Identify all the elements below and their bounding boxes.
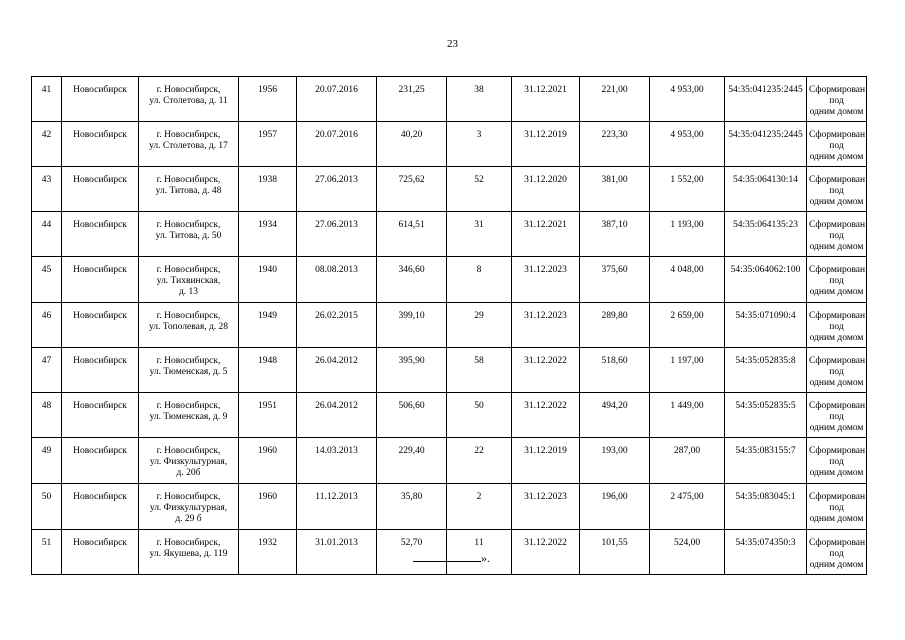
- table-row: [32, 257, 867, 303]
- cell-cadastral-number: 54:35:064130:14: [725, 167, 807, 212]
- cell-area: 399,10: [377, 303, 447, 348]
- cell-city: Новосибирск: [62, 77, 139, 122]
- cell-address-line: д. 13: [178, 287, 199, 297]
- cell-city: Новосибирск: [62, 530, 139, 575]
- cell-address: [139, 393, 239, 438]
- cell-city: Новосибирск: [62, 348, 139, 393]
- table-row: [32, 167, 867, 212]
- cell-plot-area: 1 552,00: [650, 167, 725, 212]
- cell-row-number: 50: [32, 484, 62, 530]
- cell-address-line: ул. Якушева, д. 119: [149, 549, 228, 559]
- cell-status-line: Сформирован под: [809, 220, 866, 241]
- cell-area: 231,25: [377, 77, 447, 122]
- cell-recognition-date: 26.04.2012: [297, 348, 377, 393]
- cell-plot-area: 4 953,00: [650, 77, 725, 122]
- cell-land-area: 223,30: [580, 122, 650, 167]
- cell-status-line: одним домом: [809, 514, 864, 524]
- cell-city: Новосибирск: [62, 122, 139, 167]
- table-row: [32, 348, 867, 393]
- cell-residents: 2: [447, 484, 512, 530]
- cell-plot-area: 1 449,00: [650, 393, 725, 438]
- cell-cadastral-number: 54:35:052835:5: [725, 393, 807, 438]
- cell-row-number: 48: [32, 393, 62, 438]
- cell-status-line: одним домом: [809, 468, 864, 478]
- cell-residents: 11: [447, 530, 512, 575]
- cell-recognition-date: 11.12.2013: [297, 484, 377, 530]
- cell-year-built: 1932: [239, 530, 297, 575]
- cell-address-line: г. Новосибирск,: [156, 401, 221, 411]
- cell-address-line: ул. Столетова, д. 11: [149, 96, 228, 106]
- cell-cadastral-number: 54:35:071090:4: [725, 303, 807, 348]
- cell-deadline: 31.12.2022: [512, 530, 580, 575]
- cell-status-line: Сформирован под: [809, 265, 866, 286]
- cell-plot-area: 2 659,00: [650, 303, 725, 348]
- cell-row-number: 46: [32, 303, 62, 348]
- cell-row-number: 47: [32, 348, 62, 393]
- cell-address-line: ул. Тихвинская,: [156, 276, 221, 286]
- cell-recognition-date: 31.01.2013: [297, 530, 377, 575]
- cell-cadastral-number: 54:35:041235:2445: [725, 77, 807, 122]
- cell-address-line: г. Новосибирск,: [156, 538, 221, 548]
- cell-year-built: 1960: [239, 438, 297, 484]
- cell-status: [807, 393, 867, 438]
- cell-plot-area: 4 953,00: [650, 122, 725, 167]
- cell-area: 725,62: [377, 167, 447, 212]
- cell-address-line: ул. Тюменская, д. 9: [149, 412, 228, 422]
- cell-address-line: ул. Физкультурная,: [149, 503, 228, 513]
- cell-residents: 31: [447, 212, 512, 257]
- cell-status: [807, 212, 867, 257]
- cell-status-line: Сформирован под: [809, 175, 866, 196]
- cell-recognition-date: 20.07.2016: [297, 77, 377, 122]
- cell-recognition-date: 20.07.2016: [297, 122, 377, 167]
- cell-status: [807, 257, 867, 303]
- cell-address-line: г. Новосибирск,: [156, 175, 221, 185]
- cell-recognition-date: 26.02.2015: [297, 303, 377, 348]
- cell-row-number: 43: [32, 167, 62, 212]
- cell-address-line: г. Новосибирск,: [156, 492, 221, 502]
- cell-cadastral-number: 54:35:083155:7: [725, 438, 807, 484]
- cell-address-line: ул. Титова, д. 48: [155, 186, 222, 196]
- cell-land-area: 387,10: [580, 212, 650, 257]
- table-row: [32, 77, 867, 122]
- cell-row-number: 49: [32, 438, 62, 484]
- cell-year-built: 1956: [239, 77, 297, 122]
- cell-deadline: 31.12.2019: [512, 438, 580, 484]
- cell-deadline: 31.12.2023: [512, 484, 580, 530]
- cell-land-area: 289,80: [580, 303, 650, 348]
- cell-status: [807, 484, 867, 530]
- cell-residents: 3: [447, 122, 512, 167]
- cell-row-number: 44: [32, 212, 62, 257]
- cell-status: [807, 77, 867, 122]
- cell-status-line: Сформирован под: [809, 311, 866, 332]
- cell-year-built: 1948: [239, 348, 297, 393]
- cell-row-number: 41: [32, 77, 62, 122]
- cell-status-line: Сформирован под: [809, 538, 866, 559]
- cell-area: 506,60: [377, 393, 447, 438]
- cell-area: 52,70: [377, 530, 447, 575]
- cell-land-area: 221,00: [580, 77, 650, 122]
- table-row: [32, 393, 867, 438]
- cell-address-line: ул. Физкультурная,: [149, 457, 228, 467]
- cell-address-line: г. Новосибирск,: [156, 85, 221, 95]
- cell-status: [807, 530, 867, 575]
- cell-address: [139, 484, 239, 530]
- cell-status-line: Сформирован под: [809, 130, 866, 151]
- cell-plot-area: 1 193,00: [650, 212, 725, 257]
- cell-address-line: ул. Столетова, д. 17: [149, 141, 228, 151]
- cell-row-number: 45: [32, 257, 62, 303]
- cell-address-line: г. Новосибирск,: [156, 130, 221, 140]
- cell-recognition-date: 14.03.2013: [297, 438, 377, 484]
- cell-area: 40,20: [377, 122, 447, 167]
- cell-year-built: 1938: [239, 167, 297, 212]
- cell-residents: 8: [447, 257, 512, 303]
- cell-land-area: 494,20: [580, 393, 650, 438]
- table-row: [32, 484, 867, 530]
- cell-address-line: г. Новосибирск,: [156, 220, 221, 230]
- cell-land-area: 196,00: [580, 484, 650, 530]
- cell-plot-area: 1 197,00: [650, 348, 725, 393]
- cell-address-line: г. Новосибирск,: [156, 446, 221, 456]
- footer-mark: [413, 551, 490, 566]
- cell-address: [139, 257, 239, 303]
- cell-address: [139, 167, 239, 212]
- table-row: [32, 212, 867, 257]
- cell-status-line: одним домом: [809, 152, 864, 162]
- closing-quote: ».: [481, 551, 490, 565]
- cell-residents: 38: [447, 77, 512, 122]
- cell-status: [807, 438, 867, 484]
- cell-status-line: одним домом: [809, 560, 864, 570]
- cell-recognition-date: 26.04.2012: [297, 393, 377, 438]
- cell-address-line: д. 20б: [176, 468, 201, 478]
- cell-city: Новосибирск: [62, 257, 139, 303]
- cell-area: 229,40: [377, 438, 447, 484]
- cell-residents: 50: [447, 393, 512, 438]
- cell-deadline: 31.12.2023: [512, 303, 580, 348]
- cell-area: 614,51: [377, 212, 447, 257]
- cell-deadline: 31.12.2019: [512, 122, 580, 167]
- cell-year-built: 1949: [239, 303, 297, 348]
- cell-address-line: г. Новосибирск,: [156, 311, 221, 321]
- table-row: [32, 438, 867, 484]
- housing-registry-table: [31, 76, 867, 575]
- cell-year-built: 1934: [239, 212, 297, 257]
- cell-residents: 29: [447, 303, 512, 348]
- cell-area: 346,60: [377, 257, 447, 303]
- cell-status: [807, 122, 867, 167]
- cell-address: [139, 348, 239, 393]
- cell-plot-area: 524,00: [650, 530, 725, 575]
- cell-city: Новосибирск: [62, 167, 139, 212]
- table-row: [32, 303, 867, 348]
- table-row: [32, 122, 867, 167]
- cell-address: [139, 212, 239, 257]
- cell-address-line: ул. Тюменская, д. 5: [149, 367, 228, 377]
- cell-deadline: 31.12.2022: [512, 393, 580, 438]
- cell-status-line: одним домом: [809, 107, 864, 117]
- cell-deadline: 31.12.2020: [512, 167, 580, 212]
- cell-deadline: 31.12.2022: [512, 348, 580, 393]
- cell-address-line: г. Новосибирск,: [156, 265, 221, 275]
- cell-plot-area: 2 475,00: [650, 484, 725, 530]
- cell-deadline: 31.12.2021: [512, 77, 580, 122]
- cell-city: Новосибирск: [62, 393, 139, 438]
- cell-plot-area: 287,00: [650, 438, 725, 484]
- cell-address-line: д. 29 б: [175, 514, 202, 524]
- cell-residents: 22: [447, 438, 512, 484]
- cell-year-built: 1940: [239, 257, 297, 303]
- cell-cadastral-number: 54:35:064135:23: [725, 212, 807, 257]
- cell-status-line: одним домом: [809, 242, 864, 252]
- cell-residents: 58: [447, 348, 512, 393]
- cell-address: [139, 438, 239, 484]
- cell-status-line: одним домом: [809, 423, 864, 433]
- cell-row-number: 51: [32, 530, 62, 575]
- cell-status-line: одним домом: [809, 287, 864, 297]
- cell-status-line: Сформирован под: [809, 446, 866, 467]
- cell-recognition-date: 27.06.2013: [297, 167, 377, 212]
- cell-cadastral-number: 54:35:083045:1: [725, 484, 807, 530]
- cell-status-line: одним домом: [809, 333, 864, 343]
- cell-status: [807, 303, 867, 348]
- cell-land-area: 193,00: [580, 438, 650, 484]
- cell-status: [807, 348, 867, 393]
- cell-address-line: г. Новосибирск,: [156, 356, 221, 366]
- cell-city: Новосибирск: [62, 438, 139, 484]
- cell-cadastral-number: 54:35:052835:8: [725, 348, 807, 393]
- cell-cadastral-number: 54:35:064062:100: [725, 257, 807, 303]
- cell-recognition-date: 27.06.2013: [297, 212, 377, 257]
- cell-deadline: 31.12.2023: [512, 257, 580, 303]
- cell-land-area: 375,60: [580, 257, 650, 303]
- signature-line: [413, 551, 481, 562]
- cell-year-built: 1951: [239, 393, 297, 438]
- cell-plot-area: 4 048,00: [650, 257, 725, 303]
- cell-city: Новосибирск: [62, 484, 139, 530]
- cell-status-line: одним домом: [809, 378, 864, 388]
- cell-row-number: 42: [32, 122, 62, 167]
- cell-land-area: 381,00: [580, 167, 650, 212]
- cell-land-area: 101,55: [580, 530, 650, 575]
- cell-address-line: ул. Тополевая, д. 28: [148, 322, 229, 332]
- cell-area: 395,90: [377, 348, 447, 393]
- cell-address: [139, 303, 239, 348]
- cell-deadline: 31.12.2021: [512, 212, 580, 257]
- cell-cadastral-number: 54:35:074350:3: [725, 530, 807, 575]
- cell-residents: 52: [447, 167, 512, 212]
- cell-status-line: Сформирован под: [809, 356, 866, 377]
- table-body: [32, 77, 867, 575]
- cell-address-line: ул. Титова, д. 50: [155, 231, 222, 241]
- cell-address: [139, 122, 239, 167]
- cell-status-line: одним домом: [809, 197, 864, 207]
- cell-status-line: Сформирован под: [809, 492, 866, 513]
- page-number: 23: [447, 38, 458, 50]
- cell-city: Новосибирск: [62, 212, 139, 257]
- cell-address: [139, 530, 239, 575]
- cell-status-line: Сформирован под: [809, 401, 866, 422]
- cell-address: [139, 77, 239, 122]
- cell-city: Новосибирск: [62, 303, 139, 348]
- cell-year-built: 1960: [239, 484, 297, 530]
- cell-status: [807, 167, 867, 212]
- cell-area: 35,80: [377, 484, 447, 530]
- cell-cadastral-number: 54:35:041235:2445: [725, 122, 807, 167]
- cell-year-built: 1957: [239, 122, 297, 167]
- cell-status-line: Сформирован под: [809, 85, 866, 106]
- cell-land-area: 518,60: [580, 348, 650, 393]
- cell-recognition-date: 08.08.2013: [297, 257, 377, 303]
